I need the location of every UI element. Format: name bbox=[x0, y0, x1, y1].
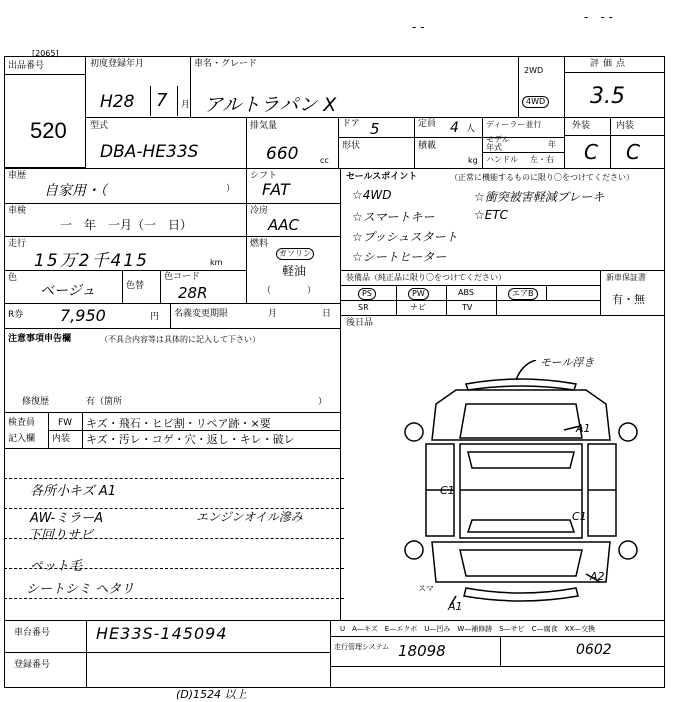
lot-box bbox=[4, 56, 86, 168]
hand-note-1: 各所小キズ A1 bbox=[30, 484, 117, 499]
lot-underline bbox=[4, 74, 86, 75]
name-label: 車名・グレード bbox=[194, 59, 258, 69]
first-reg-year: H28 bbox=[100, 92, 135, 112]
ext-value: C bbox=[584, 140, 598, 164]
selling-point-5: ☆衝突被害軽減ブレーキ bbox=[474, 190, 605, 204]
drive-2wd: 2WD bbox=[524, 66, 544, 75]
recycle-label: R券 bbox=[8, 310, 24, 320]
handle-label: ハンドル bbox=[486, 155, 518, 164]
inspector-label: 検査員 bbox=[8, 418, 36, 428]
other-value: 0602 bbox=[576, 642, 612, 658]
equip-c1 bbox=[396, 285, 397, 315]
r5 bbox=[4, 270, 246, 271]
bottom-top bbox=[4, 620, 665, 621]
equip-r2 bbox=[340, 300, 600, 301]
equip-c3 bbox=[496, 285, 497, 315]
color-code-label: 色コード bbox=[164, 272, 201, 282]
hand-note-2: AW-ミラーA bbox=[30, 511, 104, 526]
fuel-diesel: 軽油 bbox=[282, 264, 307, 278]
int-label: 内装 bbox=[616, 121, 635, 131]
div2 bbox=[518, 56, 519, 117]
equip-ps: PS bbox=[358, 288, 376, 300]
shift-value: FAT bbox=[262, 180, 290, 199]
odo-label: 走行管理システム bbox=[334, 643, 390, 651]
selling-point-1: ☆4WD bbox=[352, 188, 392, 202]
color-div bbox=[122, 270, 123, 303]
first-reg-label: 初度登録年月 bbox=[90, 59, 145, 69]
odo-bottom bbox=[330, 666, 665, 667]
diagram-note-6: A1 bbox=[448, 600, 463, 613]
legend-mid bbox=[48, 430, 340, 431]
load-label: 積載 bbox=[418, 141, 437, 151]
color-value: ベージュ bbox=[40, 283, 96, 299]
diagram-note-3: C1 bbox=[440, 484, 455, 497]
new-car-label: 新車保証書 bbox=[606, 273, 646, 282]
hand-note-4: ペット毛 bbox=[30, 559, 83, 574]
equip-pw: PW bbox=[408, 288, 429, 300]
r9 bbox=[4, 448, 340, 449]
shift-label: シフト bbox=[250, 171, 278, 181]
car-diagram bbox=[396, 360, 646, 620]
disp-label: 排気量 bbox=[250, 121, 278, 131]
equip-sr: SR bbox=[358, 303, 369, 312]
fuel-gas: ガソリン bbox=[276, 248, 314, 260]
legend1-label: FW bbox=[58, 418, 73, 428]
name-value: アルトラパン X bbox=[204, 94, 337, 116]
color-change-label: 色替 bbox=[126, 281, 145, 291]
load-unit: kg bbox=[468, 156, 478, 165]
row2-mid bbox=[338, 137, 564, 138]
legend2-label: 内装 bbox=[52, 434, 71, 444]
equip-airbag: エアB bbox=[508, 288, 538, 300]
rear-label: 後日品 bbox=[346, 318, 374, 328]
int-value: C bbox=[626, 140, 640, 164]
name-change-label: 名義変更期限 bbox=[174, 309, 229, 319]
lot-label: 出品番号 bbox=[8, 61, 45, 71]
fuel-label: 燃料 bbox=[250, 239, 269, 249]
equip-navi: ナビ bbox=[410, 303, 426, 312]
name-change-day: 日 bbox=[322, 309, 332, 319]
handle-options: 左・右 bbox=[530, 155, 554, 164]
inspect-label: 車検 bbox=[8, 206, 27, 216]
dealer-label: ディーラー並行 bbox=[486, 120, 542, 129]
model-label: 型式 bbox=[90, 121, 109, 131]
row2-mid2 bbox=[482, 152, 564, 153]
ext-label: 外装 bbox=[572, 121, 591, 131]
new-car-value: 有・無 bbox=[612, 293, 645, 306]
equip-label: 装備品（純正品に限り〇をつけてください） bbox=[346, 273, 506, 282]
equip-div bbox=[600, 270, 601, 315]
bottom-mid bbox=[4, 652, 330, 653]
cap-value: 4 bbox=[450, 120, 459, 136]
doors-value: 5 bbox=[370, 120, 380, 138]
div7 bbox=[482, 117, 483, 168]
drive-4wd: 4WD bbox=[522, 96, 549, 108]
repair-close: ） bbox=[318, 397, 328, 407]
hand-note-3: 下回りサビ bbox=[28, 528, 94, 543]
disp-unit: cc bbox=[320, 156, 329, 165]
selling-point-3: ☆プッシュスタート bbox=[352, 230, 458, 244]
selling-point-2: ☆スマートキー bbox=[352, 210, 435, 224]
color-code-value: 28R bbox=[178, 284, 208, 302]
writing-right bbox=[340, 448, 341, 620]
repair-label: 修復歴 bbox=[22, 397, 50, 407]
mileage-unit: km bbox=[210, 258, 223, 267]
legend-bottom: U A—キズ E—エクボ U—凹み W—補修跡 S—サビ C—腐食 XX—交換 bbox=[340, 625, 596, 633]
notes-label: 注意事項申告欄 bbox=[8, 334, 72, 344]
repair-value: 有（箇所 bbox=[86, 397, 123, 407]
row2-bottom bbox=[4, 168, 665, 169]
ac-label: 冷房 bbox=[250, 206, 269, 216]
lot-number: 520 bbox=[30, 118, 67, 143]
notes-right bbox=[340, 328, 341, 448]
diagram-note-7: スマ bbox=[418, 584, 434, 593]
mileage-label: 走行 bbox=[8, 239, 27, 249]
cap-unit: 人 bbox=[466, 124, 476, 134]
div6 bbox=[414, 117, 415, 168]
color-div2 bbox=[160, 270, 161, 303]
diagram-note-1: モール浮き bbox=[540, 356, 595, 369]
left-block-right bbox=[340, 168, 341, 328]
chassis-right bbox=[330, 620, 331, 688]
legend-bottom-line bbox=[330, 636, 665, 637]
shape-label: 形状 bbox=[342, 141, 361, 151]
model-year-label: モデル 年式 bbox=[486, 135, 510, 152]
recycle-unit: 円 bbox=[150, 312, 160, 322]
ac-value: AAC bbox=[268, 216, 299, 234]
entry-label: 記入欄 bbox=[8, 434, 36, 444]
equip-tv: TV bbox=[462, 303, 473, 312]
ext-underline bbox=[564, 135, 665, 136]
mileage-value: 15万2千415 bbox=[34, 251, 149, 271]
disp-value: 660 bbox=[266, 144, 299, 164]
car-type-value: 自家用・（ bbox=[44, 183, 107, 199]
div1 bbox=[190, 56, 191, 117]
diagram-note-4: C1 bbox=[572, 510, 587, 523]
legend1: キズ・飛石・ヒビ割・リペア跡・×要 bbox=[86, 417, 271, 430]
top-mark: - - - bbox=[584, 10, 613, 24]
footer-note: (D)1524 以上 bbox=[176, 688, 247, 701]
odo-value: 18098 bbox=[398, 642, 446, 660]
diagram-note-5: A2 bbox=[590, 570, 605, 583]
div4 bbox=[246, 117, 247, 168]
selling-label: セールスポイント bbox=[346, 172, 418, 182]
fuel-paren: （ ） bbox=[262, 286, 317, 296]
div8 bbox=[610, 117, 611, 168]
row1-bottom bbox=[86, 117, 665, 118]
equip-abs: ABS bbox=[458, 288, 474, 297]
year-label: 年 bbox=[548, 140, 556, 149]
chassis-label: 車台番号 bbox=[14, 628, 51, 638]
r7 bbox=[4, 328, 340, 329]
chassis-div bbox=[86, 620, 87, 688]
equip-bottom bbox=[340, 315, 665, 316]
inspect-value: 一 年 一月（一 日） bbox=[60, 218, 193, 232]
odo-div bbox=[500, 636, 501, 666]
equip-c4 bbox=[546, 285, 547, 300]
r6-div bbox=[170, 303, 171, 328]
doors-label: ドア bbox=[342, 119, 360, 129]
month-unit: 月 bbox=[181, 100, 191, 110]
hand-note-5: シートシミ ヘタリ bbox=[26, 582, 135, 597]
reg-label: 登録番号 bbox=[14, 660, 51, 670]
wl5 bbox=[4, 598, 344, 599]
top-mark2: - - bbox=[412, 20, 425, 34]
model-value: DBA-HE33S bbox=[100, 142, 199, 162]
r3 bbox=[4, 203, 340, 204]
div5 bbox=[338, 117, 339, 168]
selling-point-6: ☆ETC bbox=[474, 208, 509, 222]
notes-sub: （不具合内容等は具体的に記入して下さい） bbox=[100, 335, 260, 344]
selling-point-4: ☆シートヒーター bbox=[352, 250, 447, 264]
car-type-label: 車歴 bbox=[8, 171, 27, 181]
r8 bbox=[4, 412, 340, 413]
legend2: キズ・汚レ・コゲ・穴・返し・キレ・破レ bbox=[86, 433, 295, 446]
hand-note-center: エンジンオイル滲み bbox=[196, 510, 303, 524]
r4 bbox=[4, 236, 340, 237]
r6 bbox=[4, 303, 340, 304]
sheet-code: [2065] bbox=[32, 49, 59, 58]
equip-top bbox=[340, 270, 665, 271]
name-change-month: 月 bbox=[268, 309, 278, 319]
diagram-note-2: A1 bbox=[576, 422, 591, 435]
wl1 bbox=[4, 478, 344, 479]
score-label: 評価点 bbox=[590, 59, 630, 69]
score-underline bbox=[564, 72, 665, 73]
chassis-value: HE33S-145094 bbox=[96, 624, 228, 643]
score-value: 3.5 bbox=[590, 84, 625, 109]
selling-note: （正常に機能するものに限り〇をつけてください） bbox=[450, 173, 634, 182]
car-type-close: ） bbox=[226, 184, 236, 194]
equip-r1 bbox=[340, 285, 600, 286]
cap-label: 定員 bbox=[418, 119, 437, 129]
color-label: 色 bbox=[8, 273, 18, 283]
equip-c2 bbox=[446, 285, 447, 315]
first-reg-month: 7 bbox=[156, 90, 168, 111]
recycle-value: 7,950 bbox=[60, 306, 106, 325]
